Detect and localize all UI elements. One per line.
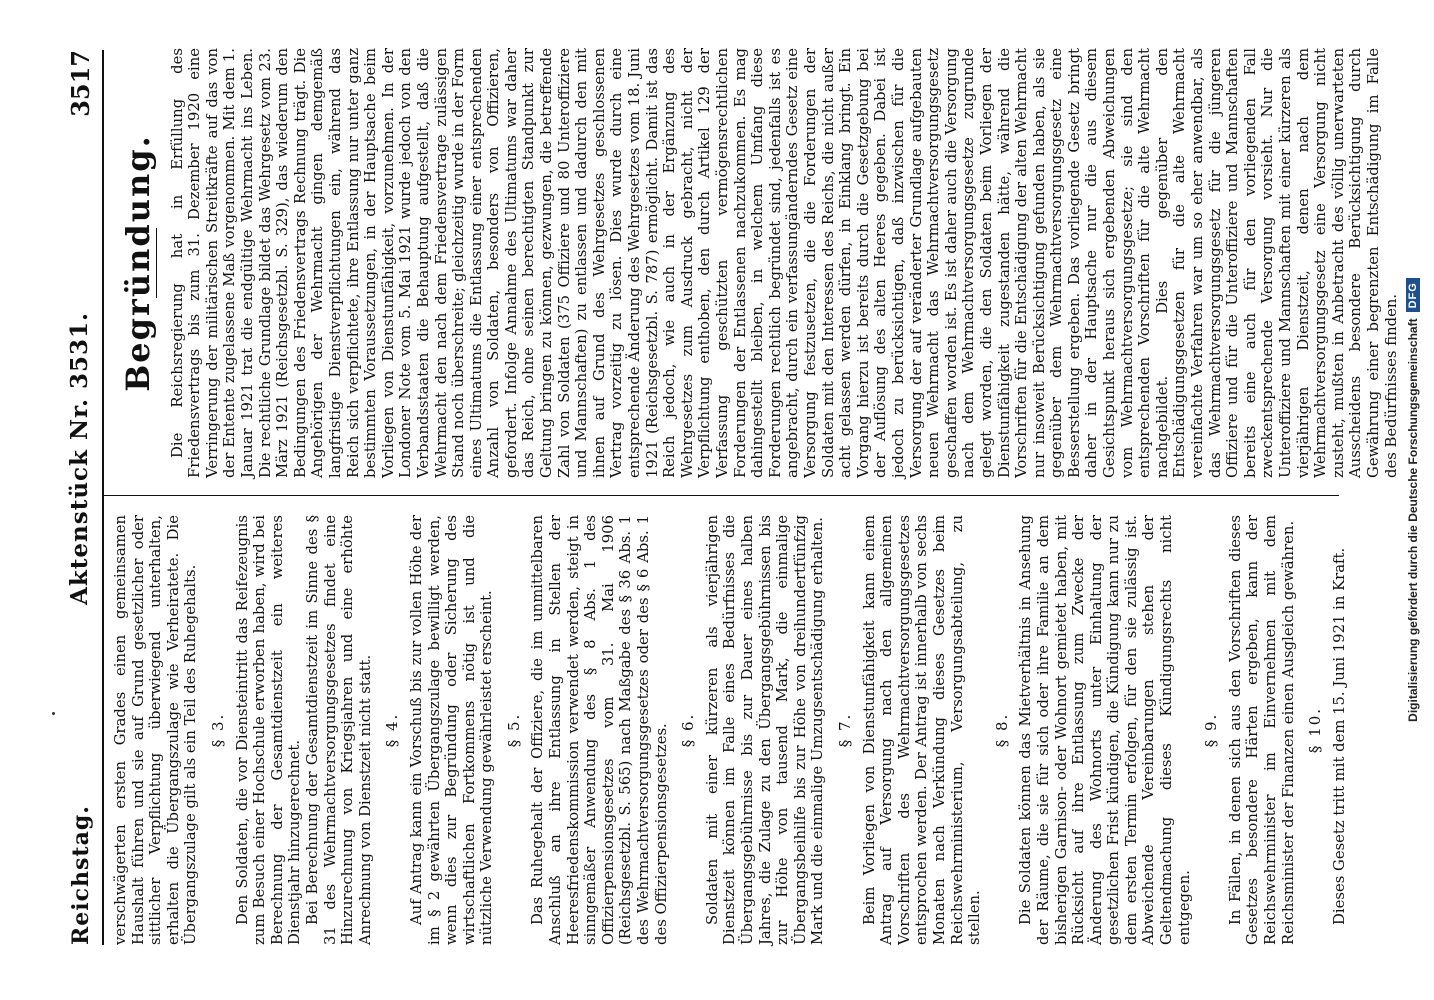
left-column xyxy=(112,515,1348,945)
section-7-heading: § 7. xyxy=(835,712,854,748)
paragraph-continued: verschwägerten ersten Grades einen gemeinsamen Haushalt führen und sie auf Grund gesetzlicher oder sittlicher Verpflichtung überwiegend unterhalten, erhalten die Übergangszulage wie Verheiratete. Die Übergangszulage gilt als ein Teil des Ruhegehalts. xyxy=(112,515,200,945)
section-5-paragraph: Das Ruhegehalt der Offiziere, die im unmittelbaren Anschluß an ihre Entlassung in Stellen der Heeresfriedenskommission verwendet werden, steigt in sinngemäßer Anwendung des § 8 Abs. 1 des Offizierpensionsgesetzes vom 31. Mai 1906 (Reichsgesetzbl. S. 565) nach Maßgabe des § 36 Abs. 1 des Wehrmachtversorgungsgesetzes oder des § 6 Abs. 1 des Offizierpensionsgesetzes. xyxy=(529,515,670,945)
digitization-credit-text: Digitalisierung gefördert durch die Deutsche Forschungsgemeinschaft xyxy=(1406,318,1420,722)
page-header xyxy=(66,50,100,945)
begruendung-paragraph: Die Reichsregierung hat in Erfüllung des Friedensvertrags bis zum 31. Dezember 1920 eine Verringerung der militärischen Streitkräfte auf das von der Entente zugelassene Maß vorgenommen. Mit dem 1. Januar 1921 trat die endgültige Wehrmacht ins Leben. Die rechtliche Grundlage bildet das Wehrgesetz vom 23. März 1921 (Reichsgesetzbl. S. 329), das wiederum den Bedingungen des Friedensvertrags Rechnung trägt. Die Angehörigen der Wehrmacht gingen demgemäß langfristige Dienstverpflichtungen ein, während das Reich sich verpflichtete, ihre Entlassung nur unter ganz bestimmten Voraussetzungen, in der Hauptsache beim Vorliegen von Dienstunfähigkeit, vorzunehmen. In der Londoner Note vom 5. Mai 1921 wurde jedoch von den Verbandsstaaten die Behauptung aufgestellt, daß die Wehrmacht den nach dem Friedensvertrage zulässigen Stand noch überschreite; gleichzeitig wurde in der Form eines Ultimatums die Entlassung einer entsprechenden Anzahl von Soldaten, besonders von Offizieren, gefordert. Infolge Annahme des Ultimatums war daher das Reich, ohne seinen berechtigten Standpunkt zur Geltung bringen zu können, gezwungen, die betreffende Zahl von Soldaten (375 Offiziere und 80 Unteroffiziere und Mannschaften) zu entlassen und dadurch den mit ihnen auf Grund des Wehrgesetzes geschlossenen Vertrag vorzeitig zu lösen. Dies wurde durch eine entsprechende Änderung des Wehrgesetzes vom 18. Juni 1921 (Reichsgesetzbl. S. 787) ermöglicht. Damit ist das Reich jedoch, wie auch in der Ergänzung des Wehrgesetzes zum Ausdruck gebracht, nicht der Verpflichtung enthoben, den durch Artikel 129 der Verfassung geschützten vermögensrechtlichen Forderungen der Entlassenen nachzukommen. Es mag dahingestellt bleiben, in welchem Umfang diese Forderungen rechtlich begründet sind, jedenfalls ist es angebracht, durch ein verfassungänderndes Gesetz eine Versorgung festzusetzen, die die Forderungen der Soldaten mit den Interessen des Reichs, die nicht außer acht gelassen werden dürfen, in Einklang bringt. Ein Vorgang hierzu ist bereits durch die Gesetzgebung bei der Auflösung des alten Heeres gegeben. Dabei ist jedoch zu berücksichtigen, daß inzwischen für die Versorgung der auf veränderter Grundlage aufgebauten neuen Wehrmacht das Wehrmachtversorgungsgesetz geschaffen worden ist. Es ist daher auch die Versorgung nach dem Wehrmachtversorgungsgesetze zugrunde gelegt worden, die den Soldaten beim Vorliegen der Dienstunfähigkeit zugestanden hätte, während die Vorschriften für die Entschädigung der alten Wehrmacht nur insoweit Berücksichtigung gefunden haben, als sie gegenüber dem Wehrmachtversorgungsgesetz eine Besserstellung ergeben. Das vorliegende Gesetz bringt daher in der Hauptsache nur die aus diesem Gesichtspunkt heraus sich ergebenden Abweichungen vom Wehrmachtversorgungsgesetze; sie sind den entsprechenden Vorschriften für die alte Wehrmacht nachgebildet. Dies gegenüber den Entschädigungsgesetzen für die alte Wehrmacht vereinfachte Verfahren war um so eher anwendbar, als das Wehrmachtversorgungsgesetz für die jüngeren Offiziere und für die Unteroffiziere und Mannschaften bereits eine auch für den vorliegenden Fall zweckentsprechende Versorgung vorsieht. Nur die Unteroffiziere und Mannschaften mit einer kürzeren als vierjährigen Dienstzeit, denen nach dem Wehrmachtversorgungsgesetz eine Versorgung nicht zusteht, mußten in Anbetracht des völlig unerwarteten Ausscheidens besondere Berücksichtigung durch Gewährung einer begrenzten Entschädigung im Falle des Bedürfnisses finden. xyxy=(168,48,1400,478)
begruendung-title: Begründung. xyxy=(119,134,157,392)
scan-speck xyxy=(52,712,55,715)
section-3-paragraph-1: Den Soldaten, die vor Diensteintritt das Reifezeugnis zum Besuch einer Hochschule erworben haben, wird bei Berechnung der Gesamtdienstzeit ein weiteres Dienstjahr hinzugerechnet. xyxy=(233,515,304,945)
right-column xyxy=(112,48,1400,478)
header-page-number: 3517 xyxy=(66,50,95,117)
section-9-heading: § 9. xyxy=(1202,712,1221,748)
header-aktenstueck: Aktenstück Nr. 3531. xyxy=(66,311,93,605)
section-4-heading: § 4. xyxy=(383,712,402,748)
header-reichstag: Reichstag. xyxy=(68,805,94,945)
dfg-logo: DFG xyxy=(1406,278,1420,312)
section-5-heading: § 5. xyxy=(504,712,523,748)
section-10-paragraph: Dieses Gesetz tritt mit dem 15. Juni 1921 in Kraft. xyxy=(1330,547,1348,925)
section-8-paragraph: Die Soldaten können das Mietverhältnis in Ansehung der Räume, die sie für sich oder ihre Familie an dem bisherigen Garnison- oder Wohnort gemietet haben, mit Rücksicht auf ihre Entlassung zum Zwecke der Änderung des Wohnorts unter Einhaltung der gesetzlichen Frist kündigen, die Kündigung kann nur zu dem ersten Termin erfolgen, für den sie zulässig ist. Abweichende Vereinbarungen stehen der Geltendmachung dieses Kündigungsrechts nicht entgegen. xyxy=(1017,515,1193,945)
section-6-paragraph: Soldaten mit einer kürzeren als vierjährigen Dienstzeit können im Falle eines Bedürfnisses die Übergangsgebührnisse bis zur Dauer eines halben Jahres, die Zulage zu den Übergangsgebührnissen bis zur Höhe von tausend Mark, die einmalige Übergangsbeihilfe bis zur Höhe von dreihundertfünfzig Mark und die einmalige Umzugsentschädigung erhalten. xyxy=(703,515,827,945)
section-8-heading: § 8. xyxy=(992,712,1011,748)
header-rule xyxy=(102,50,104,945)
section-4-paragraph: Auf Antrag kann ein Vorschuß bis zur vollen Höhe der im § 2 gewährten Übergangszulage bewilligt werden, wenn dies zur Begründung oder Sicherung des wirtschaftlichen Fortkommens nötig ist und die nützliche Verwendung gewährleistet erscheint. xyxy=(407,515,496,945)
section-7-paragraph: Beim Vorliegen von Dienstunfähigkeit kann einem Antrag auf Versorgung nach den allgemeinen Vorschriften des Wehrmachtversorgungsgesetzes entsprochen werden. Der Antrag ist innerhalb von sechs Monaten nach Verkündung dieses Gesetzes beim Reichswehrministerium, Versorgungsabteilung, zu stellen. xyxy=(860,515,984,945)
column-divider xyxy=(104,495,1339,496)
section-6-heading: § 6. xyxy=(679,712,698,748)
section-3-heading: § 3. xyxy=(208,712,227,748)
digitization-credit xyxy=(1395,20,1431,980)
section-10-heading: § 10. xyxy=(1306,706,1325,754)
section-3-paragraph-2: Bei Berechnung der Gesamtdienstzeit im Sinne des § 31 des Wehrmachtversorgungsgesetzes findet eine Hinzurechnung von Kriegsjahren und eine erhöhte Anrechnung von Dienstzeit nicht statt. xyxy=(303,515,374,945)
section-9-paragraph: In Fällen, in denen sich aus den Vorschriften dieses Gesetzes besondere Härten ergeben, kann der Reichswehrminister im Einvernehmen mit dem Reichsminister der Finanzen einen Ausgleich gewähren. xyxy=(1226,515,1297,945)
